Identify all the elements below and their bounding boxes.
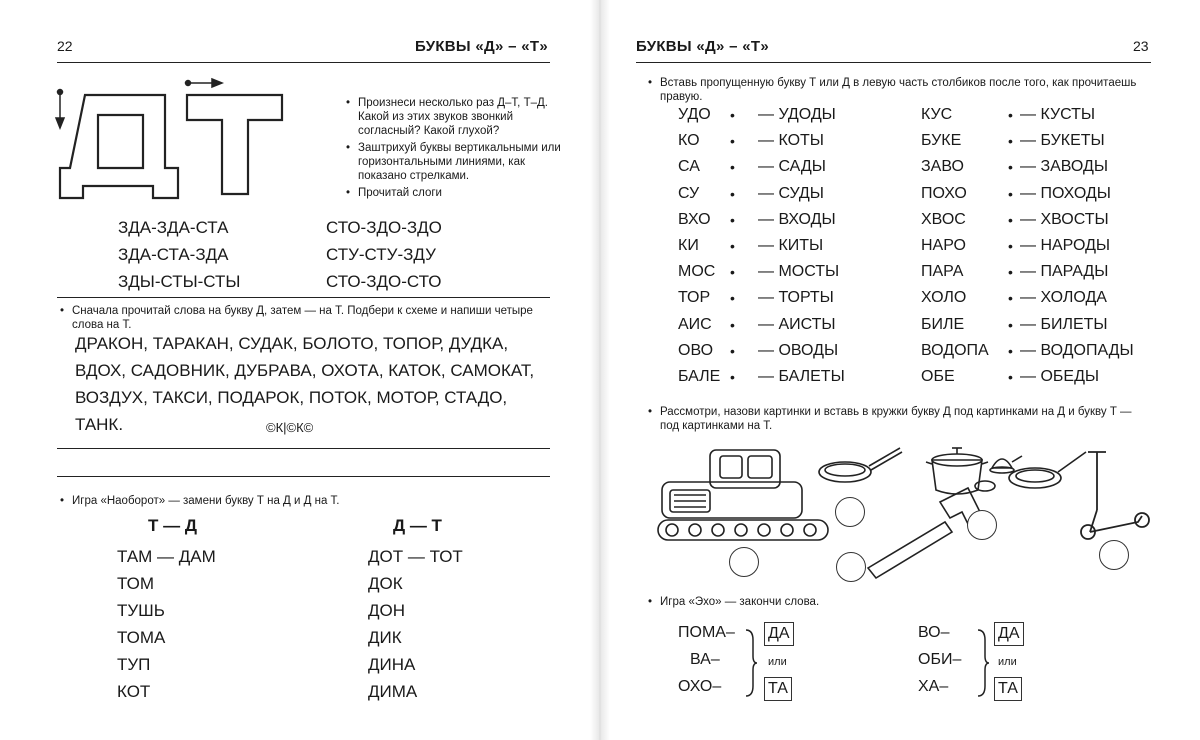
- blank-dot[interactable]: •: [730, 342, 735, 359]
- syllable-row: СТУ-СТУ-ЗДУ: [326, 245, 436, 264]
- blank-dot[interactable]: •: [1008, 369, 1013, 385]
- answer-box-da: ДА: [994, 622, 1024, 646]
- blank-dot[interactable]: •: [730, 159, 735, 176]
- vertical-arrow-icon: [56, 90, 64, 129]
- word-stem: МОС: [678, 263, 716, 281]
- full-word: — ВХОДЫ: [758, 210, 836, 228]
- answer-circle-scooter[interactable]: [1099, 540, 1129, 570]
- answer-box-ta: ТА: [994, 677, 1022, 701]
- word-stem: СУ: [678, 184, 700, 202]
- word-stem: ВХО: [678, 210, 711, 228]
- word-line: ВОЗДУХ, ТАКСИ, ПОДАРОК, ПОТОК, МОТОР, СТАДО, ТАНК.: [75, 388, 508, 434]
- full-word: — КОТЫ: [758, 132, 824, 150]
- word-stem: КУС: [921, 106, 953, 123]
- word-stem: СА: [678, 158, 700, 176]
- full-word: — АИСТЫ: [758, 315, 836, 333]
- blank-dot[interactable]: •: [730, 264, 735, 281]
- full-word: — БАЛЕТЫ: [758, 368, 845, 385]
- word-stem: БИЛЕ: [921, 315, 965, 333]
- book-gutter: [590, 0, 610, 740]
- frying-pan-icon: [819, 448, 902, 482]
- full-word: — СУДЫ: [758, 184, 824, 202]
- scooter-icon: [1081, 452, 1149, 539]
- syllable-row: ЗДА-СТА-ЗДА: [118, 245, 229, 264]
- instruction-3: • Прочитай слоги: [358, 186, 563, 200]
- syllables-left: [118, 214, 240, 295]
- syllable-row: СТО-ЗДО-СТО: [326, 272, 442, 291]
- answer-circle-pan[interactable]: [835, 497, 865, 527]
- full-word: — ПАРАДЫ: [1020, 263, 1109, 281]
- word-stem: АИС: [678, 315, 712, 333]
- pair-item: ТУП: [117, 655, 151, 674]
- instructions-list: [358, 96, 563, 200]
- full-word: — ОВОДЫ: [758, 341, 839, 359]
- word-stem: ХОЛО: [921, 289, 967, 307]
- syllable-row: ЗДЫ-СТЫ-СТЫ: [118, 272, 241, 291]
- blank-dot[interactable]: •: [730, 238, 735, 254]
- col-d-header: Д — Т: [393, 516, 442, 535]
- full-word: — ТОРТЫ: [758, 289, 834, 307]
- syllable-row: ЗДА-ЗДА-СТА: [118, 218, 229, 237]
- page-number: 22: [57, 38, 73, 54]
- pair-item: ТУШЬ: [117, 601, 165, 620]
- word-stem: ОБЕ: [921, 368, 955, 385]
- word-stem: НАРО: [921, 237, 966, 254]
- answer-circle-hammer[interactable]: [836, 552, 866, 582]
- word-stem: ЗАВО: [921, 158, 964, 176]
- word-stem: КИ: [678, 237, 699, 254]
- task-3-label: • Игра «Эхо» — закончи слова.: [660, 596, 819, 608]
- full-word: — ОБЕДЫ: [1020, 368, 1100, 385]
- task-3-label: • Игра «Наоборот» — замени букву Т на Д и Д на Т.: [72, 495, 340, 507]
- pair-item: ТОМА: [117, 628, 166, 647]
- answer-box-ta: ТА: [764, 677, 792, 701]
- full-word: — ПОХОДЫ: [1020, 184, 1111, 202]
- word-stem: БУКЕ: [921, 132, 962, 150]
- header-rule: [57, 62, 550, 63]
- echo-word: ВА–: [690, 651, 720, 668]
- pair-item: ТАМ — ДАМ: [117, 547, 216, 566]
- blank-dot[interactable]: •: [1008, 238, 1013, 254]
- full-word: — НАРОДЫ: [1020, 237, 1111, 254]
- pair-item: ДОТ — ТОТ: [368, 547, 463, 566]
- word-stem: КО: [678, 132, 700, 150]
- word-stem: УДО: [678, 106, 711, 123]
- or-label: или: [998, 656, 1017, 668]
- blank-dot[interactable]: •: [1008, 316, 1013, 333]
- task-3-text: [660, 595, 1140, 609]
- word-stem: ОВО: [678, 341, 714, 359]
- echo-word: ОБИ–: [918, 651, 962, 668]
- answer-box-da: ДА: [764, 622, 794, 646]
- word-stem: ПАРА: [921, 263, 964, 281]
- blank-dot[interactable]: •: [1008, 342, 1013, 359]
- word-list: [75, 330, 555, 438]
- or-label: или: [768, 656, 787, 668]
- full-word: — ЗАВОДЫ: [1020, 158, 1109, 176]
- pair-item: ДИК: [368, 628, 402, 647]
- full-word: — КИТЫ: [758, 237, 824, 254]
- col-d-list: [368, 543, 463, 705]
- blank-dot[interactable]: •: [1008, 107, 1013, 123]
- answer-circle-cookware[interactable]: [967, 510, 997, 540]
- pictures-illustration: [650, 440, 1150, 585]
- full-word: — БУКЕТЫ: [1020, 132, 1105, 150]
- word-stem: ТОР: [678, 289, 711, 307]
- word-stem: ХВОС: [921, 210, 966, 228]
- blank-dot[interactable]: •: [1008, 133, 1013, 150]
- col-t-list: [117, 543, 216, 705]
- syllables-right: [326, 214, 442, 295]
- full-word: — САДЫ: [758, 158, 826, 176]
- letter-d-outline: [60, 95, 178, 198]
- word-scheme: ©К|©К©: [266, 420, 314, 435]
- echo-word: ХА–: [918, 678, 949, 695]
- pair-item: КОТ: [117, 682, 151, 701]
- blank-dot[interactable]: •: [730, 290, 735, 307]
- cookware-icon: [926, 448, 1086, 494]
- task-2-text: [660, 405, 1150, 433]
- blank-dot[interactable]: •: [730, 211, 735, 228]
- pair-item: ДИНА: [368, 655, 416, 674]
- pair-item: ДОН: [368, 601, 406, 620]
- full-word: — БИЛЕТЫ: [1020, 315, 1108, 333]
- pair-item: ДОК: [368, 574, 403, 593]
- task-2-text: [72, 304, 552, 332]
- word-stem: ПОХО: [921, 184, 967, 202]
- full-word: — МОСТЫ: [758, 263, 840, 281]
- word-line: ДРАКОН, ТАРАКАН, СУДАК, БОЛОТО, ТОПОР, ДУДКА,: [75, 334, 509, 353]
- blank-dot[interactable]: •: [730, 369, 735, 385]
- right-page: [610, 0, 1200, 740]
- pair-item: ДИМА: [368, 682, 418, 701]
- task-1-text: [660, 76, 1160, 104]
- col-t-header: Т — Д: [148, 516, 197, 535]
- letter-t-outline: [187, 95, 282, 194]
- big-letters-illustration: [50, 70, 290, 205]
- echo-word: ПОМА–: [678, 624, 735, 641]
- word-stem: ВОДОПА: [921, 341, 989, 359]
- task-2-label: • Сначала прочитай слова на букву Д, затем — на Т. Подбери к схеме и напиши четыре слова на Т.: [72, 305, 533, 331]
- instruction-2: • Заштрихуй буквы вертикальными или горизонтальными линиями, как показано стрелками.: [358, 141, 563, 183]
- answer-circle-tractor[interactable]: [729, 547, 759, 577]
- page-header: БУКВЫ «Д» – «Т»: [415, 38, 548, 55]
- blank-dot[interactable]: •: [1008, 264, 1013, 281]
- horizontal-arrow-icon: [186, 79, 223, 87]
- task-1-label: • Вставь пропущенную букву Т или Д в левую часть столбиков после того, как прочитаешь правую.: [660, 77, 1136, 103]
- section-rule: [57, 297, 550, 298]
- echo-word: ВО–: [918, 624, 950, 641]
- full-word: — ВОДОПАДЫ: [1020, 341, 1134, 359]
- left-page: [0, 0, 590, 740]
- full-word: — ХВОСТЫ: [1020, 210, 1109, 228]
- page-number: 23: [1133, 38, 1149, 54]
- word-line: ВДОХ, САДОВНИК, ДУБРАВА, ОХОТА, КАТОК, САМОКАТ,: [75, 361, 535, 380]
- right-brace-icon: [976, 628, 990, 698]
- task-3-text: [72, 494, 552, 508]
- echo-word: ОХО–: [678, 678, 722, 695]
- task-2-label: • Рассмотри, назови картинки и вставь в кружки букву Д под картинками на Д и букву Т — под картинками на Т.: [660, 406, 1132, 432]
- blank-dot[interactable]: •: [730, 316, 735, 333]
- header-rule: [636, 62, 1151, 63]
- blank-dot[interactable]: •: [1008, 290, 1013, 307]
- hammer-icon: [868, 488, 984, 578]
- full-word: — УДОДЫ: [758, 106, 836, 123]
- left-brace-icon: [744, 628, 758, 698]
- word-stem: БАЛЕ: [678, 368, 721, 385]
- writing-line: [57, 448, 550, 449]
- syllable-row: СТО-ЗДО-ЗДО: [326, 218, 442, 237]
- blank-dot[interactable]: •: [730, 133, 735, 150]
- full-word: — КУСТЫ: [1020, 106, 1096, 123]
- blank-dot[interactable]: •: [730, 107, 735, 123]
- writing-line: [57, 476, 550, 477]
- page-header: БУКВЫ «Д» – «Т»: [636, 38, 769, 55]
- blank-dot[interactable]: •: [730, 185, 735, 202]
- instruction-1: • Произнеси несколько раз Д–Т, Т–Д. Какой из этих звуков звонкий согласный? Какой глухой?: [358, 96, 563, 138]
- blank-dot[interactable]: •: [1008, 185, 1013, 202]
- full-word: — ХОЛОДА: [1020, 289, 1107, 307]
- tractor-icon: [658, 450, 828, 540]
- blank-dot[interactable]: •: [1008, 159, 1013, 176]
- pair-item: ТОМ: [117, 574, 155, 593]
- blank-dot[interactable]: •: [1008, 211, 1013, 228]
